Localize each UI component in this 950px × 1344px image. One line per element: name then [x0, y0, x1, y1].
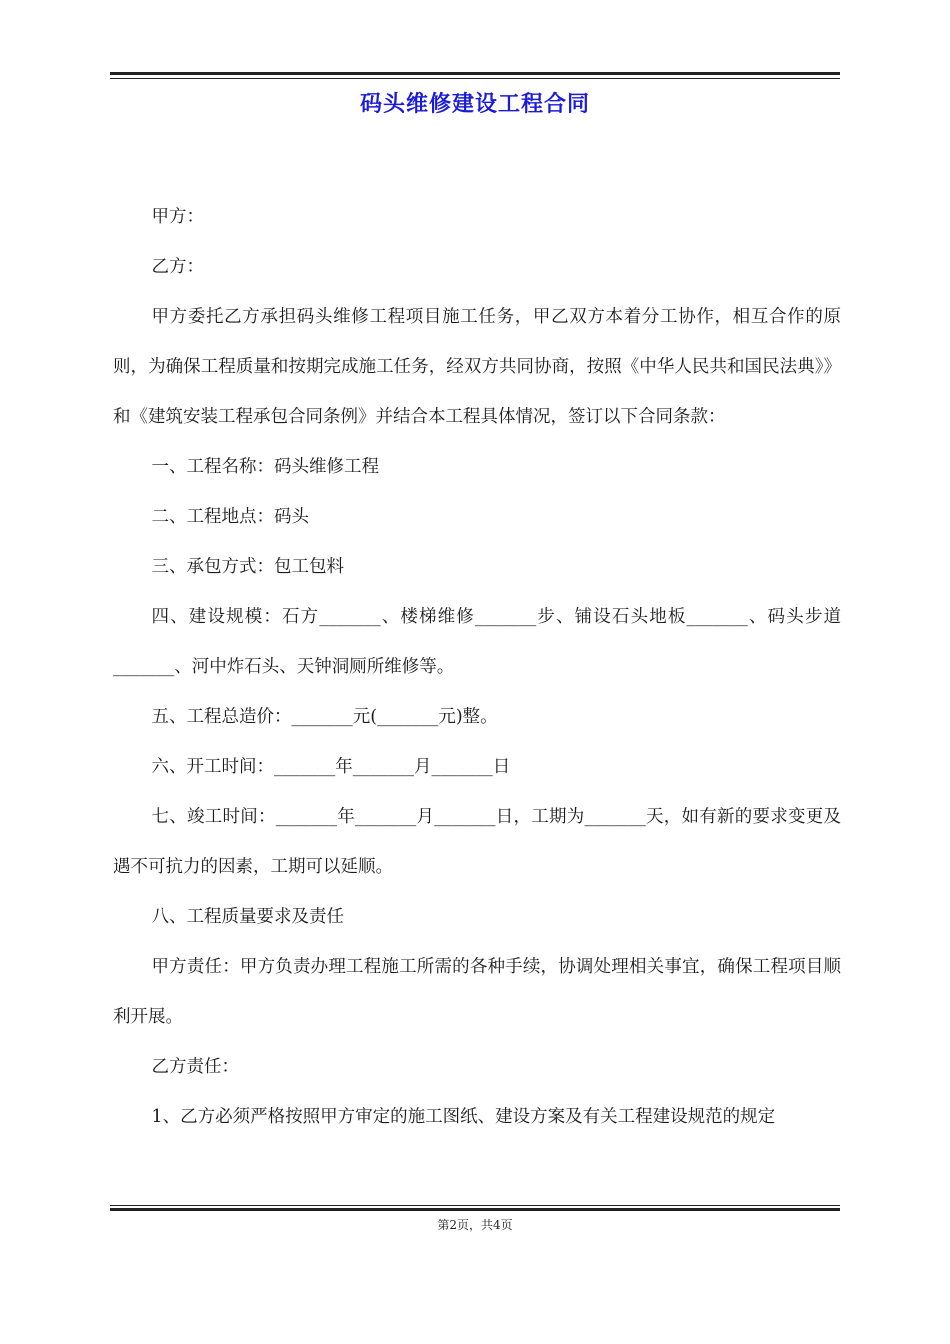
paragraph-contract-method: 三、承包方式：包工包料	[151, 557, 344, 577]
header-rule-thick	[110, 72, 840, 75]
page-number: 第2页，共4页	[437, 1218, 513, 1232]
document-title: 码头维修建设工程合同	[359, 91, 590, 117]
footer-rule-thick	[110, 1208, 840, 1211]
header-rule-thin	[110, 78, 840, 79]
paragraph-clause-1: 1、乙方必须严格按照甲方审定的施工图纸、建设方案及有关工程建设规范的规定	[151, 1107, 776, 1127]
paragraph-completion-date: 七、竣工时间：_______年_______月_______日，工期为_______天，如有新的要求变更及遇不可抗力的因素，工期可以延顺。	[113, 807, 841, 877]
paragraph-project-name: 一、工程名称：码头维修工程	[151, 457, 379, 477]
paragraph-preamble: 甲方委托乙方承担码头维修工程项目施工任务，甲乙双方本着分工协作，相互合作的原则，为确保工程质量和按期完成施工任务，经双方共同协商，按照《中华人民共和国民法典》》和《建筑安装工程承包合同条例》并结合本工程具体情况，签订以下合同条款：	[113, 307, 841, 427]
paragraph-party-b-duty: 乙方责任：	[151, 1057, 239, 1077]
paragraph-party-b: 乙方：	[151, 257, 204, 277]
paragraph-total-cost: 五、工程总造价：_______元(_______元)整。	[151, 707, 498, 727]
paragraph-party-a-duty: 甲方责任：甲方负责办理工程施工所需的各种手续，协调处理相关事宜，确保工程项目顺利开展。	[113, 957, 841, 1027]
paragraph-quality-heading: 八、工程质量要求及责任	[151, 907, 344, 927]
paragraph-party-a: 甲方：	[151, 207, 204, 227]
paragraph-project-location: 二、工程地点：码头	[151, 507, 309, 527]
paragraph-start-date: 六、开工时间：_______年_______月_______日	[151, 757, 511, 777]
document-body	[113, 192, 841, 1142]
paragraph-construction-scale: 四、建设规模：石方_______、楼梯维修_______步、铺设石头地板_______、码头步道_______、河中炸石头、天钟洞厕所维修等。	[113, 607, 841, 677]
footer-rule-thin	[110, 1205, 840, 1206]
